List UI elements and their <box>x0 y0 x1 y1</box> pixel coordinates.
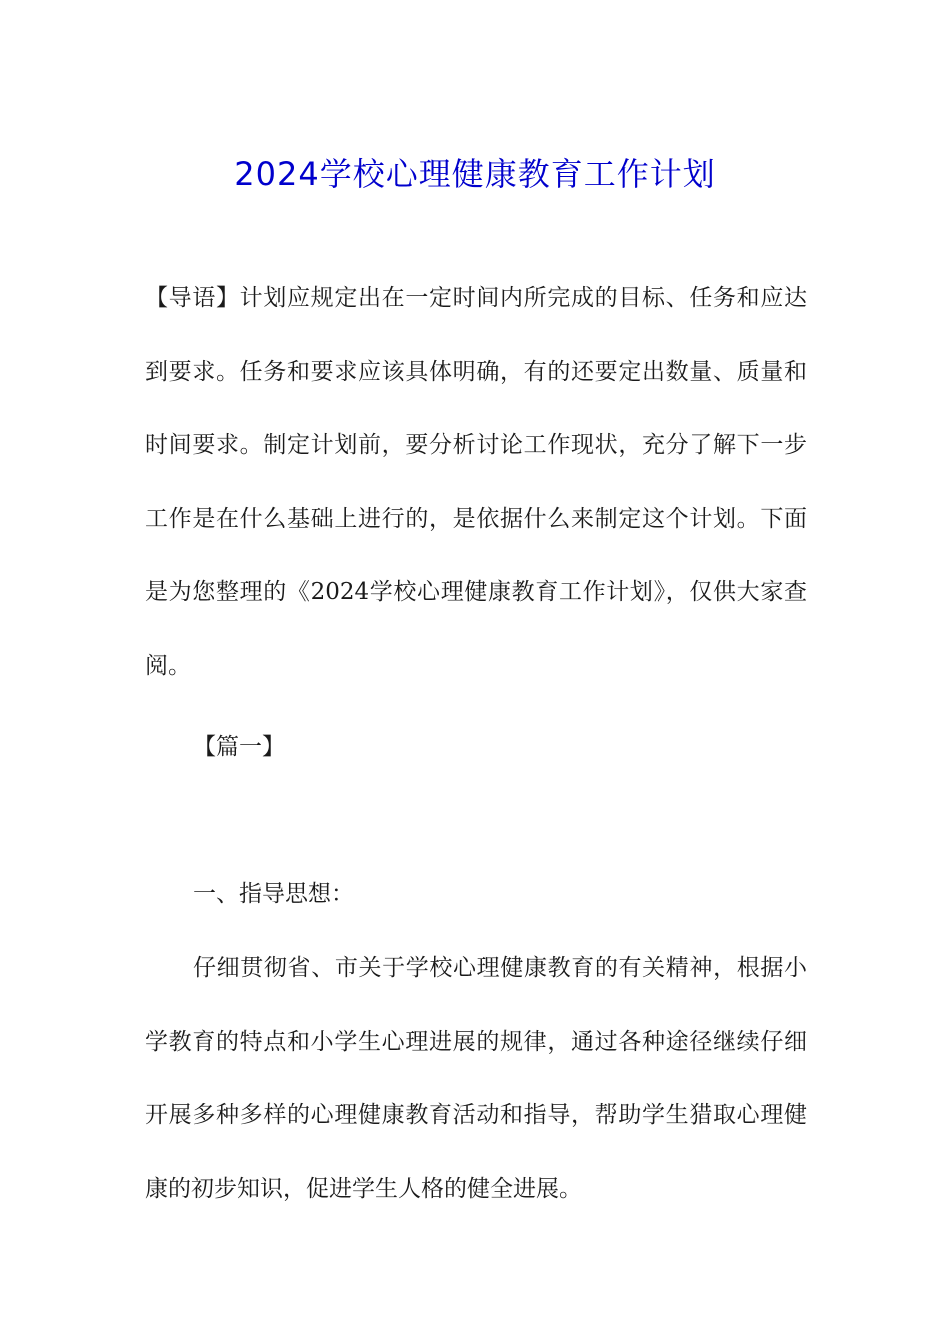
intro-paragraph: 【导语】计划应规定出在一定时间内所完成的目标、任务和应达到要求。任务和要求应该具体明确，有的还要定出数量、质量和时间要求。制定计划前，要分析讨论工作现状，充分了解下一步工作是在什么基础上进行的，是依据什么来制定这个计划。下面是为您整理的《2024学校心理健康教育工作计划》，仅供大家查阅。 <box>145 285 807 679</box>
section-label: 【篇一】 <box>193 734 285 760</box>
document-title: 2024学校心理健康教育工作计划 <box>234 155 716 194</box>
section-heading-guiding-ideology: 一、指导思想： <box>193 881 354 907</box>
body-paragraph: 仔细贯彻省、市关于学校心理健康教育的有关精神，根据小学教育的特点和小学生心理进展的规律，通过各种途径继续仔细开展多种多样的心理健康教育活动和指导，帮助学生猎取心理健康的初步知识，促进学生人格的健全进展。 <box>145 955 807 1202</box>
